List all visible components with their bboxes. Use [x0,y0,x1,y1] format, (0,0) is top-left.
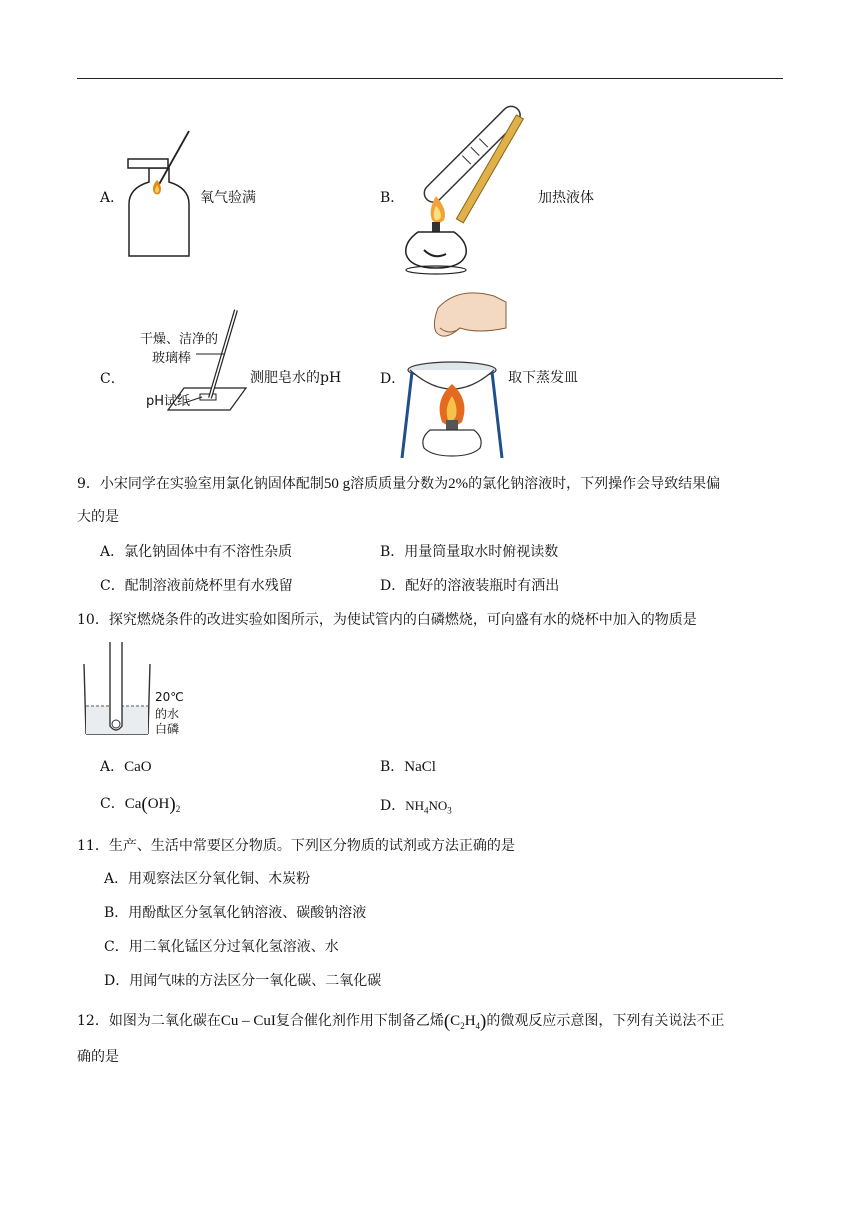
q9-stem-part2: 溶质质量分数为 [350,476,449,492]
beaker-label-temp: 20℃ [155,690,184,704]
q9-option-d: D．配好的溶液装瓶时有洒出 [380,578,560,594]
heating-liquid-figure [400,118,540,276]
q11-option-b: B．用酚酞区分氢氧化钠溶液、碳酸钠溶液 [104,905,367,921]
q11-stem: 11．生产、生活中常要区分物质。下列区分物质的试剂或方法正确的是 [77,838,515,854]
q12-stem-h: H [464,1013,476,1029]
beaker-label-phosphorus: 白磷 [155,722,180,736]
q10-option-d [380,795,452,816]
q9-option-b: B．用量筒量取水时俯视读数 [380,544,559,560]
q10-option-d-no: NO [428,798,448,813]
beaker-label-water: 的水 [155,707,180,721]
q9-stem-percent: 2% [448,476,469,492]
q12-stem-part2: 复合催化剂作用下制备乙烯 [275,1013,444,1029]
q11-option-a: A．用观察法区分氧化铜、木炭粉 [104,871,311,887]
q8-option-c-letter: C． [100,371,125,387]
q10-option-a-formula: CaO [124,759,152,775]
q12-stem-h-subscript: 4 [475,1021,481,1031]
q10-option-d-subscript-2: 3 [447,805,452,816]
q8-option-a-text: 氧气验满 [200,190,256,206]
q8-option-d-text: 取下蒸发皿 [508,370,578,386]
q10-option-a [100,756,152,776]
q9-option-c: C．配制溶液前烧杯里有水残留 [100,578,293,594]
q9-stem-part3: 的氯化钠溶液时，下列操作会导致结果偏 [468,476,721,492]
q10-option-b-formula: NaCl [404,759,436,775]
q9-stem-mass: 50 g [323,476,351,492]
q9-option-a: A．氯化钠固体中有不溶性杂质 [100,544,293,560]
q8-option-a-letter: A． [100,190,125,206]
ph-rod-label-1: 干燥、洁净的 [140,332,219,347]
q10-option-d-subscript-1: 4 [424,805,429,816]
q10-option-c-oh: OH [147,796,170,812]
q10-option-c-ca: Ca [124,796,142,812]
oxygen-bottle-figure [125,128,195,260]
white-phosphorus-beaker-figure [78,640,158,738]
q9-stem-line2: 大的是 [77,509,119,525]
q9-stem-line1 [77,473,720,493]
ph-rod-label-2: 玻璃棒 [152,351,192,366]
q10-option-b [380,756,436,776]
q8-option-c-text: 测肥皂水的pH [250,370,342,386]
q10-option-a-letter: A． [100,759,125,775]
q12-stem-c: C [450,1013,461,1029]
ph-paper-label: pH试纸 [146,394,191,409]
q8-option-b-text: 加热液体 [538,190,594,206]
q12-stem-line2: 确的是 [77,1049,119,1065]
q12-stem-catalyst: Cu – CuI [220,1013,276,1029]
q8-option-d-letter: D． [380,371,406,387]
q11-option-c: C．用二氧化锰区分过氧化氢溶液、水 [104,939,339,955]
header-rule [77,78,783,79]
q10-option-c-letter: C． [100,796,125,812]
q9-stem-part1: 9．小宋同学在实验室用氯化钠固体配制 [77,476,324,492]
q10-option-b-letter: B． [380,759,405,775]
q12-stem-part1: 12．如图为二氧化碳在 [77,1013,221,1029]
q12-stem-c-subscript: 2 [460,1021,465,1031]
q10-option-c-subscript: 2 [175,804,181,814]
q10-option-d-letter: D． [380,798,406,814]
q12-stem-line1: 12．如图为二氧化碳在Cu – CuI复合催化剂作用下制备乙烯$(C_2H_4)$的微观反应示意图，下列有关说法不正 [77,1011,725,1032]
q12-stem-part3: 的微观反应示意图，下列有关说法不正 [486,1013,725,1029]
q8-option-b-letter: B． [380,190,405,206]
q10-option-d-nh: NH [405,798,425,813]
q11-option-d: D．用闻气味的方法区分一氧化碳、二氧化碳 [104,973,382,989]
q10-stem: 10．探究燃烧条件的改进实验如图所示，为使试管内的白磷燃烧，可向盛有水的烧杯中加入的物质是 [77,612,697,628]
evaporating-dish-figure [398,288,508,460]
q10-option-c: C．$Ca(OH)_2$ [100,794,181,815]
